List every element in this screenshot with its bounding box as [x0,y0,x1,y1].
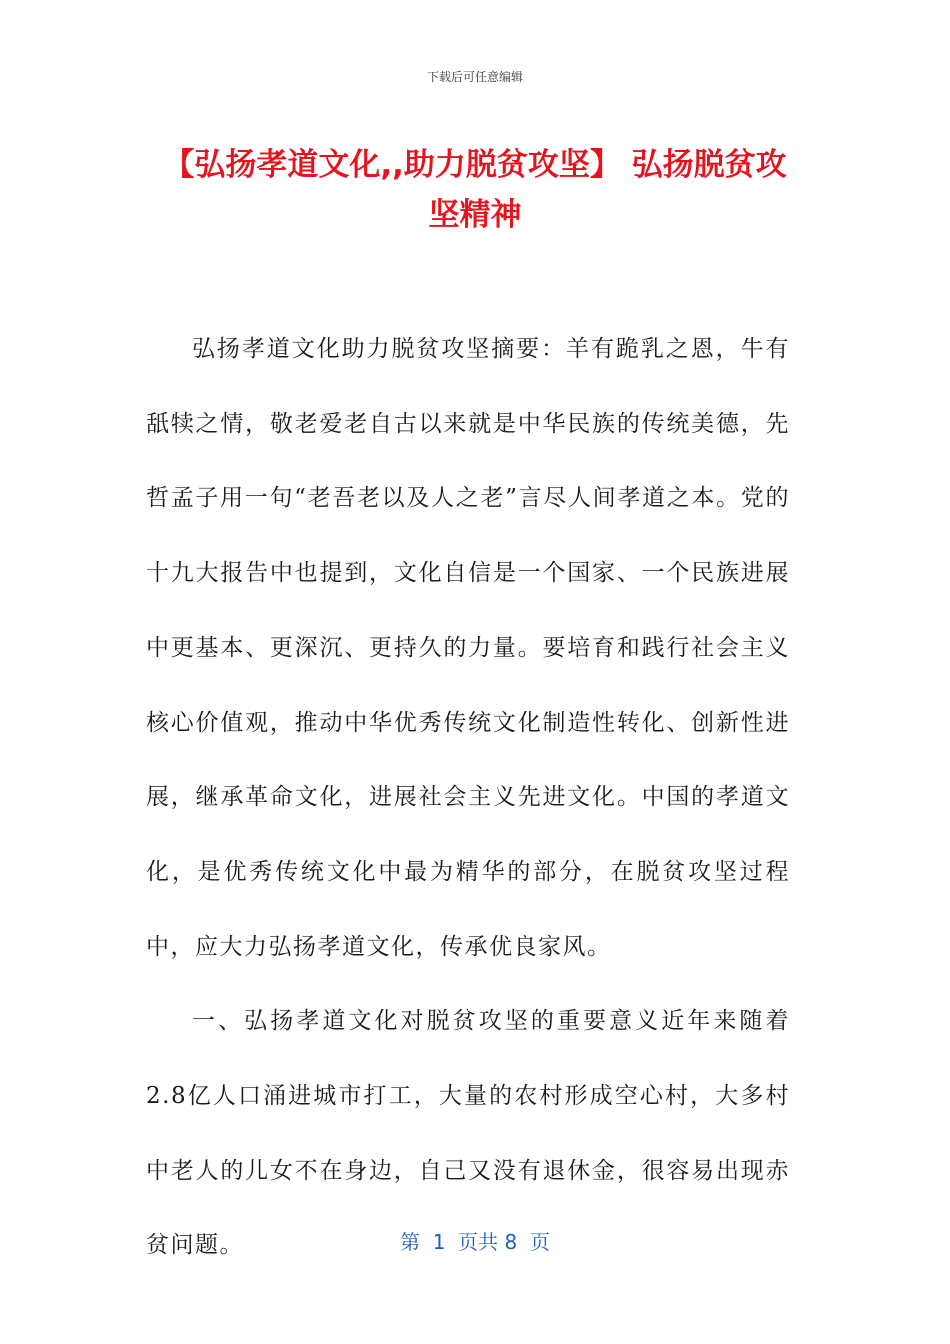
document-title: 【弘扬孝道文化,,助力脱贫攻坚】 弘扬脱贫攻坚精神 [163,147,787,233]
paragraph-abstract: 弘扬孝道文化助力脱贫攻坚摘要：羊有跪乳之恩，牛有舐犊之情，敬老爱老自古以来就是中华民族的传统美德，先哲孟子用一句“老吾老以及人之老”言尽人间孝道之本。党的十九大报告中也提到，文化自信是一个国家、一个民族进展中更基本、更深沉、更持久的力量。要培育和践行社会主义核心价值观，推动中华优秀传统文化制造性转化、创新性进展，继承革命文化，进展社会主义先进文化。中国的孝道文化，是优秀传统文化中最为精华的部分，在脱贫攻坚过程中，应大力弘扬孝道文化，传承优良家风。 [146,336,790,960]
header-note: 下载后可任意编辑 [426,70,523,84]
document-body [146,312,790,1283]
paragraph-section-1: 一、弘扬孝道文化对脱贫攻坚的重要意义近年来随着2.8亿人口涌进城市打工，大量的农村形成空心村，大多村中老人的儿女不在身边，自己又没有退休金，很容易出现赤贫问题。 [146,1008,790,1259]
page-number-footer: 第 1 页共 8 页 [400,1230,550,1254]
